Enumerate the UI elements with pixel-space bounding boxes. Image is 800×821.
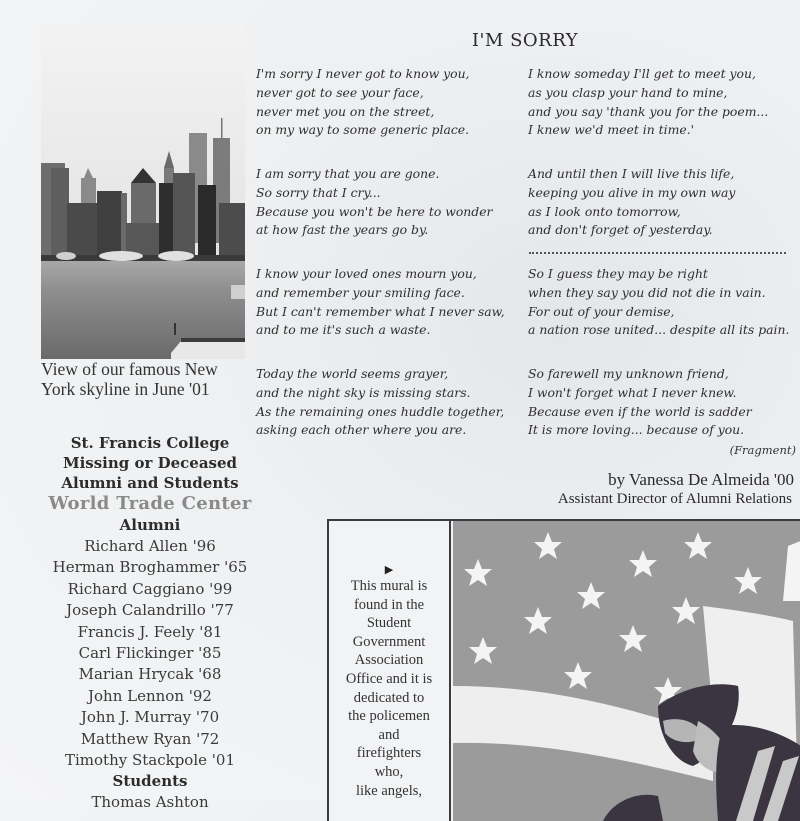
poem-line: I'm sorry I never got to know you,	[256, 66, 470, 81]
poem-stanza	[528, 365, 752, 440]
poem-line: when they say you did not die in vain.	[528, 284, 766, 300]
alumni-name: Marian Hrycak '68	[78, 665, 222, 684]
poem-line: So sorry that I cry...	[256, 184, 381, 200]
alumni-name: John J. Murray '70	[80, 708, 220, 727]
poem-stanza	[256, 265, 505, 340]
alumni-name: Richard Caggiano '99	[67, 579, 233, 598]
alumni-name: Matthew Ryan '72	[80, 729, 220, 748]
poem-line: I know your loved ones mourn you,	[256, 266, 477, 281]
poem-line: and don't forget of yesterday.	[528, 222, 713, 238]
mural-line: like angels,	[355, 782, 423, 799]
poem-stanza	[256, 365, 504, 440]
memorial-heading: St. Francis College	[70, 434, 230, 452]
memorial-heading: Missing or Deceased	[62, 454, 238, 472]
poem-line: Because you won't be here to wonder	[256, 203, 493, 219]
mural-line: the policemen	[348, 708, 430, 725]
poem-line: Today the world seems grayer,	[256, 366, 449, 381]
photo-caption	[41, 359, 251, 399]
caption-line: View of our famous New	[41, 359, 218, 379]
skyline-image	[41, 23, 245, 359]
poem-line: never got to see your face,	[256, 84, 424, 100]
alumni-name: Timothy Stackpole '01	[64, 751, 235, 770]
byline	[558, 470, 794, 509]
student-name: Thomas Ashton	[91, 793, 209, 812]
mural-line: Government	[352, 633, 426, 650]
alumni-label: Alumni	[119, 516, 181, 534]
alumni-name: Herman Broghammer '65	[52, 558, 248, 577]
poem-line: and you say 'thank you for the poem...	[528, 103, 769, 119]
poem-line: a nation rose united... despite all its pain.	[528, 322, 790, 338]
mural-line: firefighters	[356, 745, 422, 762]
students-label: Students	[112, 772, 188, 791]
poem-line: For out of your demise,	[528, 303, 675, 319]
poem-line: and to me it's such a waste.	[256, 322, 431, 338]
poem-line: And until then I will live this life,	[528, 166, 735, 181]
poem-line: asking each other where you are.	[256, 422, 467, 438]
poem-line: I won't forget what I never knew.	[528, 384, 737, 400]
mural-line: This mural is	[350, 578, 428, 594]
poem-line: I am sorry that you are gone.	[256, 166, 440, 181]
mural-line: and	[378, 726, 400, 743]
flag-firefighter-image	[453, 521, 800, 821]
arrow-right-icon: ▶	[384, 564, 394, 576]
author-role: Assistant Director of Alumni Relations	[557, 491, 792, 507]
poem-stanza	[528, 265, 789, 340]
mural-line: Student	[366, 615, 412, 632]
fragment-note: (Fragment)	[729, 443, 796, 457]
poem-line: So I guess they may be right	[528, 266, 708, 281]
memorial-heading: Alumni and Students	[61, 474, 239, 492]
poem-line: But I can't remember what I never saw,	[256, 303, 505, 319]
poem-stanza	[256, 165, 492, 240]
alumni-name: Richard Allen '96	[84, 537, 216, 555]
poem-line: I know someday I'll get to meet you,	[528, 66, 756, 81]
memorial-location: World Trade Center	[48, 493, 252, 514]
author-name: by Vanessa De Almeida '00	[608, 470, 794, 489]
poem-line: at how fast the years go by.	[256, 222, 429, 238]
poem-line: Because even if the world is sadder	[528, 403, 752, 419]
alumni-name: Joseph Calandrillo '77	[66, 601, 234, 620]
memorial-list	[30, 433, 270, 814]
poem-line: It is more loving... because of you.	[528, 422, 745, 438]
stanza-divider	[529, 252, 786, 254]
poem-line: keeping you alive in my own way	[528, 184, 736, 200]
poem-line: on my way to some generic place.	[256, 122, 470, 138]
poem-line: So farewell my unknown friend,	[528, 366, 729, 381]
mural-line: who,	[374, 763, 404, 780]
mural-line: Office and it is	[345, 670, 433, 687]
poem-stanza	[256, 65, 470, 140]
poem-line: As the remaining ones huddle together,	[256, 403, 505, 419]
poem-stanza	[528, 165, 735, 240]
poem-line: and remember your smiling face.	[256, 284, 465, 300]
alumni-name: Francis J. Feely '81	[77, 622, 223, 641]
alumni-name: John Lennon '92	[88, 686, 212, 705]
mural-line: dedicated to	[353, 689, 425, 706]
poem-line: as I look onto tomorrow,	[528, 203, 681, 219]
poem-line: and the night sky is missing stars.	[256, 384, 471, 400]
poem-line: never met you on the street,	[256, 103, 435, 119]
alumni-name: Carl Flickinger '85	[78, 644, 222, 663]
poem-line: I knew we'd meet in time.'	[528, 122, 694, 138]
caption-line: York skyline in June '01	[41, 379, 210, 399]
poem-line: as you clasp your hand to mine,	[528, 84, 728, 100]
poem-stanza	[528, 65, 768, 140]
mural-line: Association	[354, 652, 424, 669]
skyline-photo	[41, 23, 245, 359]
mural-description	[329, 521, 451, 821]
mural-image	[453, 521, 800, 821]
poem-title: I'M SORRY	[471, 30, 579, 51]
mural-section	[327, 519, 800, 821]
mural-line: found in the	[353, 596, 425, 613]
